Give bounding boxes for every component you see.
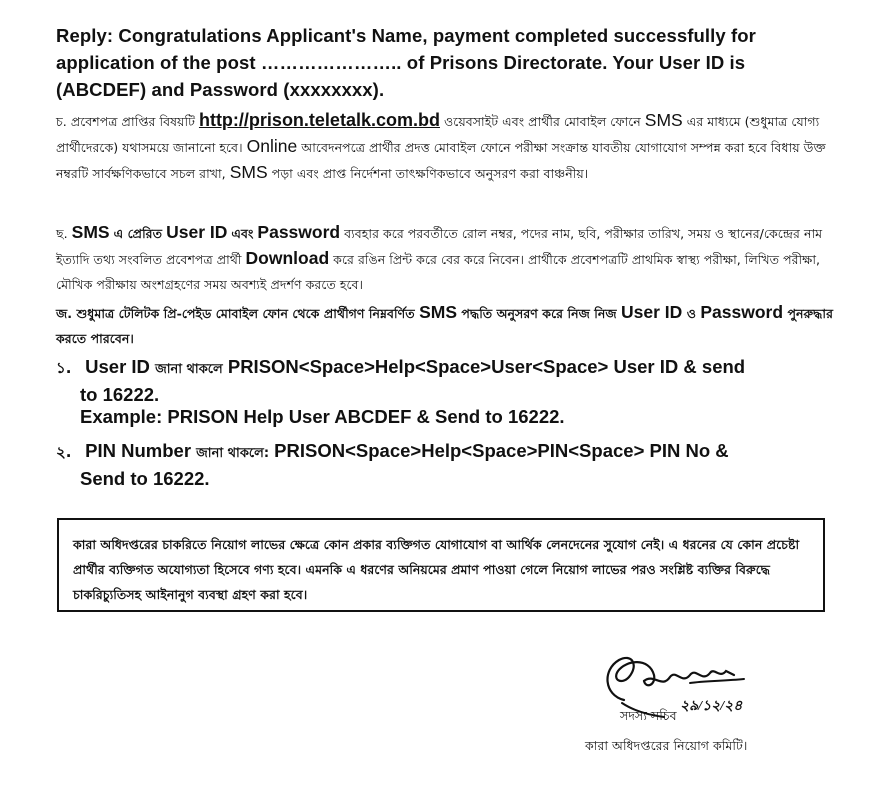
signatory-title: সদস্য সচিব [620,708,677,723]
notice-text: কারা অধিদপ্তরের চাকরিতে নিয়োগ লাভের ক্ষেত্রে কোন প্রকার ব্যক্তিগত যোগাযোগ বা আর্থিক লেনদেনের সুযোগ নেই। এ ধরনের যে কোন প্রচেষ্টা প্রার্থীর ব্যক্তিগত অযোগ্যতা হিসেবে গণ্য হবে। এমনকি এ ধরণের অনিয়মের প্রমাণ পাওয়া গেলে নিয়োগ লাভের পরও সংশ্লিষ্ট ব্যক্তির বিরুদ্ধে চাকরিচ্যুতিসহ আইনানুগ ব্যবস্থা গ্রহণ করা হবে। [73,537,800,602]
user-id-term: User ID [621,302,683,322]
download-term: Download [245,248,330,268]
reply-line-1: Reply: Congratulations Applicant's Name, payment completed successfully for [56,25,756,46]
instruction-item-2 [56,438,856,491]
paragraph-text: আবেদনপত্রে প্রার্থীর প্রদত্ত মোবাইল ফোনে পরীক্ষা সংক্রান্ত যাবতীয় যোগাযোগ সম্পন্ন করা হবে বিধায় উক্ত নম্বরটি সার্বক্ষণিকভাবে সচল রাখা, [56,140,826,181]
paragraph-text: পড়া এবং প্রাপ্ত নির্দেশনা তাৎক্ষণিকভাবে অনুসরণ করা বাঞ্চনীয়। [271,166,589,181]
item-format: PRISON<Space>Help<Space>User<Space> User ID & send [227,356,746,377]
item-known: জানা থাকলে [155,362,223,377]
paragraph-ja [56,300,856,351]
paragraph-text: পদ্ধতি অনুসরণ করে নিজ নিজ [461,306,617,321]
paragraph-text: পুনরুদ্ধার করতে পারবেন। [56,306,833,346]
user-id-term: User ID [166,222,228,242]
paragraph-label: জ. [56,306,73,321]
item-marker: ২. [56,443,72,461]
paragraph-text: ওয়েবসাইট এবং প্রার্থীর মোবাইল ফোনে [443,114,641,129]
paragraph-text: প্রবেশপত্র প্রাপ্তির বিষয়টি [70,114,195,129]
paragraph-cha [56,108,856,186]
signatory-committee: কারা অধিদপ্তরের নিয়োগ কমিটি। [585,738,748,753]
sms-term: SMS [419,302,458,322]
paragraph-label: ছ. [56,226,68,241]
paragraph-text: শুধুমাত্র টেলিটক প্রি-পেইড মোবাইল ফোন থেকে প্রার্থীগণ নিম্নবর্ণিত [76,306,415,321]
item-format: PRISON<Space>Help<Space>PIN<Space> PIN No & [274,440,729,461]
paragraph-text: এর মাধ্যমে (শুধুমাত্র যোগ্য প্রার্থীদেরকে) যথাসময়ে জানানো হবে। [56,114,820,155]
sms-term: SMS [229,162,268,182]
notice-box [57,518,825,612]
paragraph-label: চ. [56,114,67,129]
reply-line-3: (ABCDEF) and Password (xxxxxxxx). [56,79,385,100]
paragraph-text: এবং [231,226,254,241]
password-term: Password [700,302,784,322]
sms-example: Example: PRISON Help User ABCDEF & Send to 16222. [80,406,565,427]
reply-line-2: application of the post ………………….. of Prisons Directorate. Your User ID is [56,52,746,73]
sms-term: SMS [71,222,110,242]
paragraph-text: করে রঙিন প্রিন্ট করে বের করে নিবেন। প্রার্থীকে প্রবেশপত্রটি প্রাথমিক স্বাস্থ্য পরীক্ষা, লিখিত পরীক্ষা, মৌখিক পরীক্ষায় অংশগ্রহণের সময় অবশ্যই প্রদর্শণ করতে হবে। [56,252,821,292]
password-term: Password [257,222,341,242]
paragraph-chha [56,220,856,297]
item-key: PIN Number [85,440,192,461]
signature-date: ২৯/১২/২৪ [680,699,743,714]
paragraph-text: ও [686,306,696,321]
sms-term: SMS [644,110,683,130]
teletalk-link[interactable]: http://prison.teletalk.com.bd [198,110,440,130]
paragraph-text: এ প্রেরিত [113,226,163,241]
item-known: জানা থাকলে: [196,446,270,461]
paragraph-text: ব্যবহার করে পরবর্তীতে রোল নম্বর, পদের নাম, ছবি, পরীক্ষার তারিখ, সময় ও স্থানের/কেন্দ্রের নাম ইত্যাদি তথ্য সংবলিত প্রবেশপত্র প্রার্থী [56,226,823,267]
item-format-continued: to 16222. [80,384,160,405]
reply-message [56,22,856,103]
item-key: User ID [85,356,150,377]
item-format-continued: Send to 16222. [80,468,210,489]
online-term: Online [246,136,298,156]
instruction-item-1 [56,354,856,407]
item-marker: ১. [56,359,72,377]
